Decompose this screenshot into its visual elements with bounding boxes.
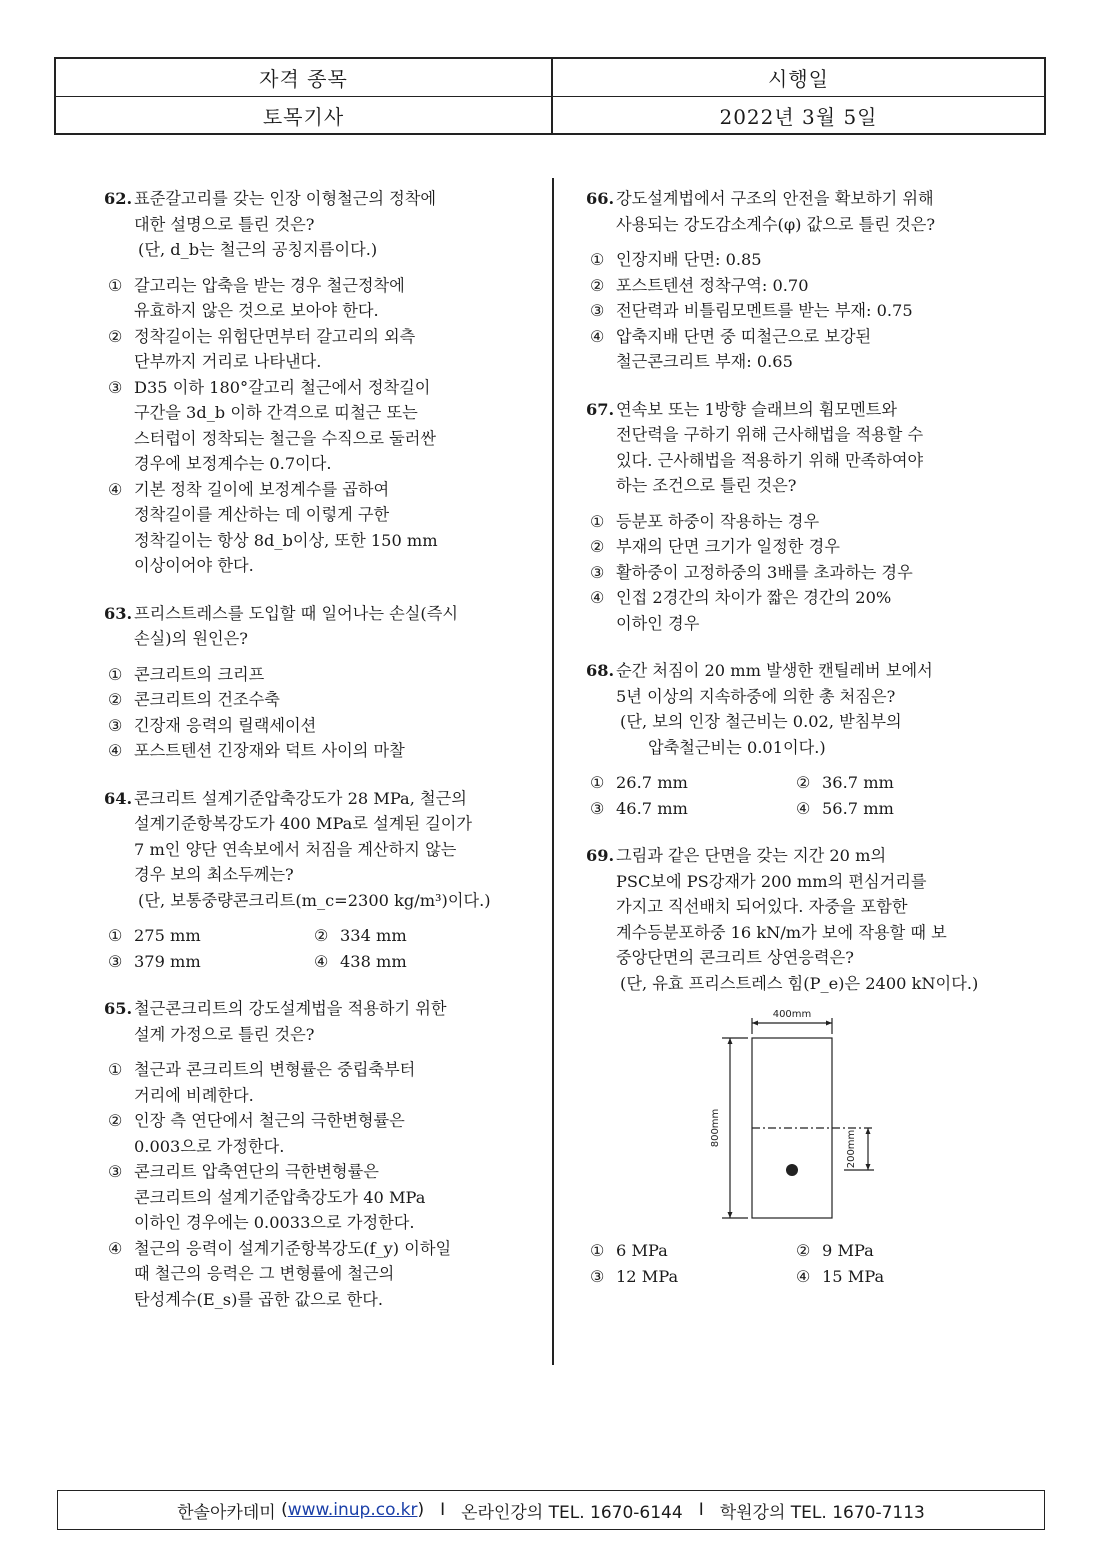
options xyxy=(586,1238,1016,1289)
question-62 xyxy=(104,186,534,579)
option-2[interactable]: ② 334 mm xyxy=(314,926,407,945)
footer-separator: I xyxy=(440,1500,446,1520)
options xyxy=(586,247,1016,375)
question-note-cont: 압축철근비는 0.01이다.) xyxy=(648,737,826,757)
options xyxy=(104,1057,534,1312)
option-2[interactable]: ② 부재의 단면 크기가 일정한 경우 xyxy=(590,537,840,556)
option-4[interactable]: ④ 기본 정착 길이에 보정계수를 곱하여 정착길이를 계산하는 데 이렇게 구한 정착길이는 항상 8d_b이상, 또한 150 mm 이상이어야 한다. xyxy=(108,479,438,575)
options xyxy=(104,273,534,579)
option-3[interactable]: ③ 전단력과 비틀림모멘트를 받는 부재: 0.75 xyxy=(590,301,913,320)
height-label: 800mm xyxy=(710,1108,721,1148)
question-number: 62. xyxy=(104,189,133,208)
footer-org: 한솔아카데미 xyxy=(177,1502,276,1523)
question-note: (단, 유효 프리스트레스 힘(P_e)은 2400 kN이다.) xyxy=(620,973,979,993)
eccentricity-label: 200mm xyxy=(846,1129,857,1169)
right-column xyxy=(586,186,1016,1289)
question-text: 그림과 같은 단면을 갖는 지간 20 m의 PSC보에 PS강재가 200 mm의 편심거리를 가지고 직선배치 되어있다. 자중을 포함한 계수등분포하중 16 kN/m가 보에 작용할 때 보 중앙단면의 콘크리트 상연응력은? xyxy=(616,846,947,967)
question-67 xyxy=(586,397,1016,637)
option-2[interactable]: ② 9 MPa xyxy=(796,1241,874,1260)
footer-separator: I xyxy=(698,1500,704,1520)
subject-value: 토목기사 xyxy=(56,96,551,133)
option-2[interactable]: ② 콘크리트의 건조수축 xyxy=(108,690,280,709)
question-64 xyxy=(104,786,534,975)
footer-academy-tel: 학원강의 TEL. 1670-7113 xyxy=(719,1502,925,1523)
footer-url-link[interactable]: www.inup.co.kr xyxy=(287,1500,418,1520)
option-2[interactable]: ② 정착길이는 위험단면부터 갈고리의 외측 단부까지 거리로 나타낸다. xyxy=(108,326,416,371)
question-number: 63. xyxy=(104,603,133,623)
option-3[interactable]: ③ 콘크리트 압축연단의 극한변형률은 콘크리트의 설계기준압축강도가 40 MPa 이하인 경우에는 0.0033으로 가정한다. xyxy=(108,1162,426,1232)
question-number: 66. xyxy=(586,189,615,208)
question-text: 강도설계법에서 구조의 안전을 확보하기 위해 사용되는 강도감소계수(φ) 값으로 틀린 것은? xyxy=(616,189,936,234)
question-number: 64. xyxy=(104,788,133,808)
footer-online-tel: 온라인강의 TEL. 1670-6144 xyxy=(461,1502,683,1523)
option-2[interactable]: ② 포스트텐션 정착구역: 0.70 xyxy=(590,275,809,295)
question-text: 연속보 또는 1방향 슬래브의 휨모멘트와 전단력을 구하기 위해 근사해법을 적용할 수 있다. 근사해법을 적용하기 위해 만족하여야 하는 조건으로 틀린 것은? xyxy=(616,399,924,495)
option-1[interactable]: ① 인장지배 단면: 0.85 xyxy=(590,250,762,269)
question-text: 순간 처짐이 20 mm 발생한 캔틸레버 보에서 5년 이상의 지속하중에 의한 총 처짐은? xyxy=(616,661,933,706)
question-number: 68. xyxy=(586,661,615,680)
option-1[interactable]: ① 6 MPa xyxy=(590,1241,668,1260)
question-number: 67. xyxy=(586,399,615,419)
question-63 xyxy=(104,601,534,764)
option-4[interactable]: ④ 철근의 응력이 설계기준항복강도(f_y) 이하일 때 철근의 응력은 그 변형률에 철근의 탄성계수(E_s)를 곱한 값으로 한다. xyxy=(108,1238,452,1309)
footer: 한솔아카데미 ( www.inup.co.kr ) I 온라인강의 TEL. 1670-6144 I 학원강의 TEL. 1670-7113 xyxy=(57,1490,1045,1530)
option-3[interactable]: ③ 46.7 mm xyxy=(590,798,688,818)
options xyxy=(586,770,1016,821)
tendon-dot xyxy=(786,1164,798,1176)
question-number: 69. xyxy=(586,846,615,865)
question-text: 철근콘크리트의 강도설계법을 적용하기 위한 설계 가정으로 틀린 것은? xyxy=(134,999,447,1044)
option-3[interactable]: ③ 활하중이 고정하중의 3배를 초과하는 경우 xyxy=(590,562,913,582)
column-divider xyxy=(552,178,554,1365)
question-number: 65. xyxy=(104,999,133,1018)
option-4[interactable]: ④ 15 MPa xyxy=(796,1266,885,1286)
option-4[interactable]: ④ 56.7 mm xyxy=(796,798,894,818)
width-label: 400mm xyxy=(772,1009,812,1020)
option-2[interactable]: ② 인장 측 연단에서 철근의 극한변형률은 0.003으로 가정한다. xyxy=(108,1111,405,1156)
option-1[interactable]: ① 26.7 mm xyxy=(590,773,688,792)
question-note: (단, 보통중량콘크리트(m_c=2300 kg/m³)이다.) xyxy=(138,890,491,910)
option-4[interactable]: ④ 인접 2경간의 차이가 짧은 경간의 20% 이하인 경우 xyxy=(590,588,892,633)
date-header: 시행일 xyxy=(551,59,1044,96)
option-1[interactable]: ① 등분포 하중이 작용하는 경우 xyxy=(590,511,820,531)
options xyxy=(104,923,534,974)
question-66 xyxy=(586,186,1016,375)
option-2[interactable]: ② 36.7 mm xyxy=(796,773,894,792)
question-note: (단, 보의 인장 철근비는 0.02, 받침부의 xyxy=(620,712,902,731)
question-text: 콘크리트 설계기준압축강도가 28 MPa, 철근의 설계기준항복강도가 400 MPa로 설계된 길이가 7 m인 양단 연속보에서 처짐을 계산하지 않는 경우 보의 최소두께는? xyxy=(134,788,473,884)
left-column xyxy=(104,186,534,1312)
date-value: 2022년 3월 5일 xyxy=(551,96,1044,133)
options xyxy=(104,662,534,764)
option-1[interactable]: ① 갈고리는 압축을 받는 경우 철근정착에 유효하지 않은 것으로 보아야 한다. xyxy=(108,275,405,320)
option-1[interactable]: ① 콘크리트의 크리프 xyxy=(108,664,265,684)
option-1[interactable]: ① 철근과 콘크리트의 변형률은 중립축부터 거리에 비례한다. xyxy=(108,1060,416,1105)
option-1[interactable]: ① 275 mm xyxy=(108,926,201,945)
option-4[interactable]: ④ 438 mm xyxy=(314,951,407,971)
subject-header: 자격 종목 xyxy=(259,67,348,91)
beam-section-figure xyxy=(678,1008,878,1228)
exam-info-table xyxy=(54,57,1046,135)
option-3[interactable]: ③ 12 MPa xyxy=(590,1266,679,1286)
option-3[interactable]: ③ 긴장재 응력의 릴랙세이션 xyxy=(108,715,317,735)
question-69 xyxy=(586,843,1016,1289)
option-3[interactable]: ③ D35 이하 180°갈고리 철근에서 정착길이 구간을 3d_b 이하 간격으로 띠철근 또는 스터럽이 정착되는 철근을 수직으로 둘러싼 경우에 보정계수는 0.7이다. xyxy=(108,377,437,473)
question-65 xyxy=(104,996,534,1312)
option-4[interactable]: ④ 압축지배 단면 중 띠철근으로 보강된 철근콘크리트 부재: 0.65 xyxy=(590,326,872,371)
question-note: (단, d_b는 철근의 공칭지름이다.) xyxy=(138,240,378,259)
options xyxy=(586,509,1016,637)
option-3[interactable]: ③ 379 mm xyxy=(108,951,201,971)
question-68 xyxy=(586,658,1016,821)
question-text: 표준갈고리를 갖는 인장 이형철근의 정착에 대한 설명으로 틀린 것은? xyxy=(134,189,437,234)
question-text: 프리스트레스를 도입할 때 일어나는 손실(즉시 손실)의 원인은? xyxy=(134,603,459,648)
option-4[interactable]: ④ 포스트텐션 긴장재와 덕트 사이의 마찰 xyxy=(108,741,405,760)
